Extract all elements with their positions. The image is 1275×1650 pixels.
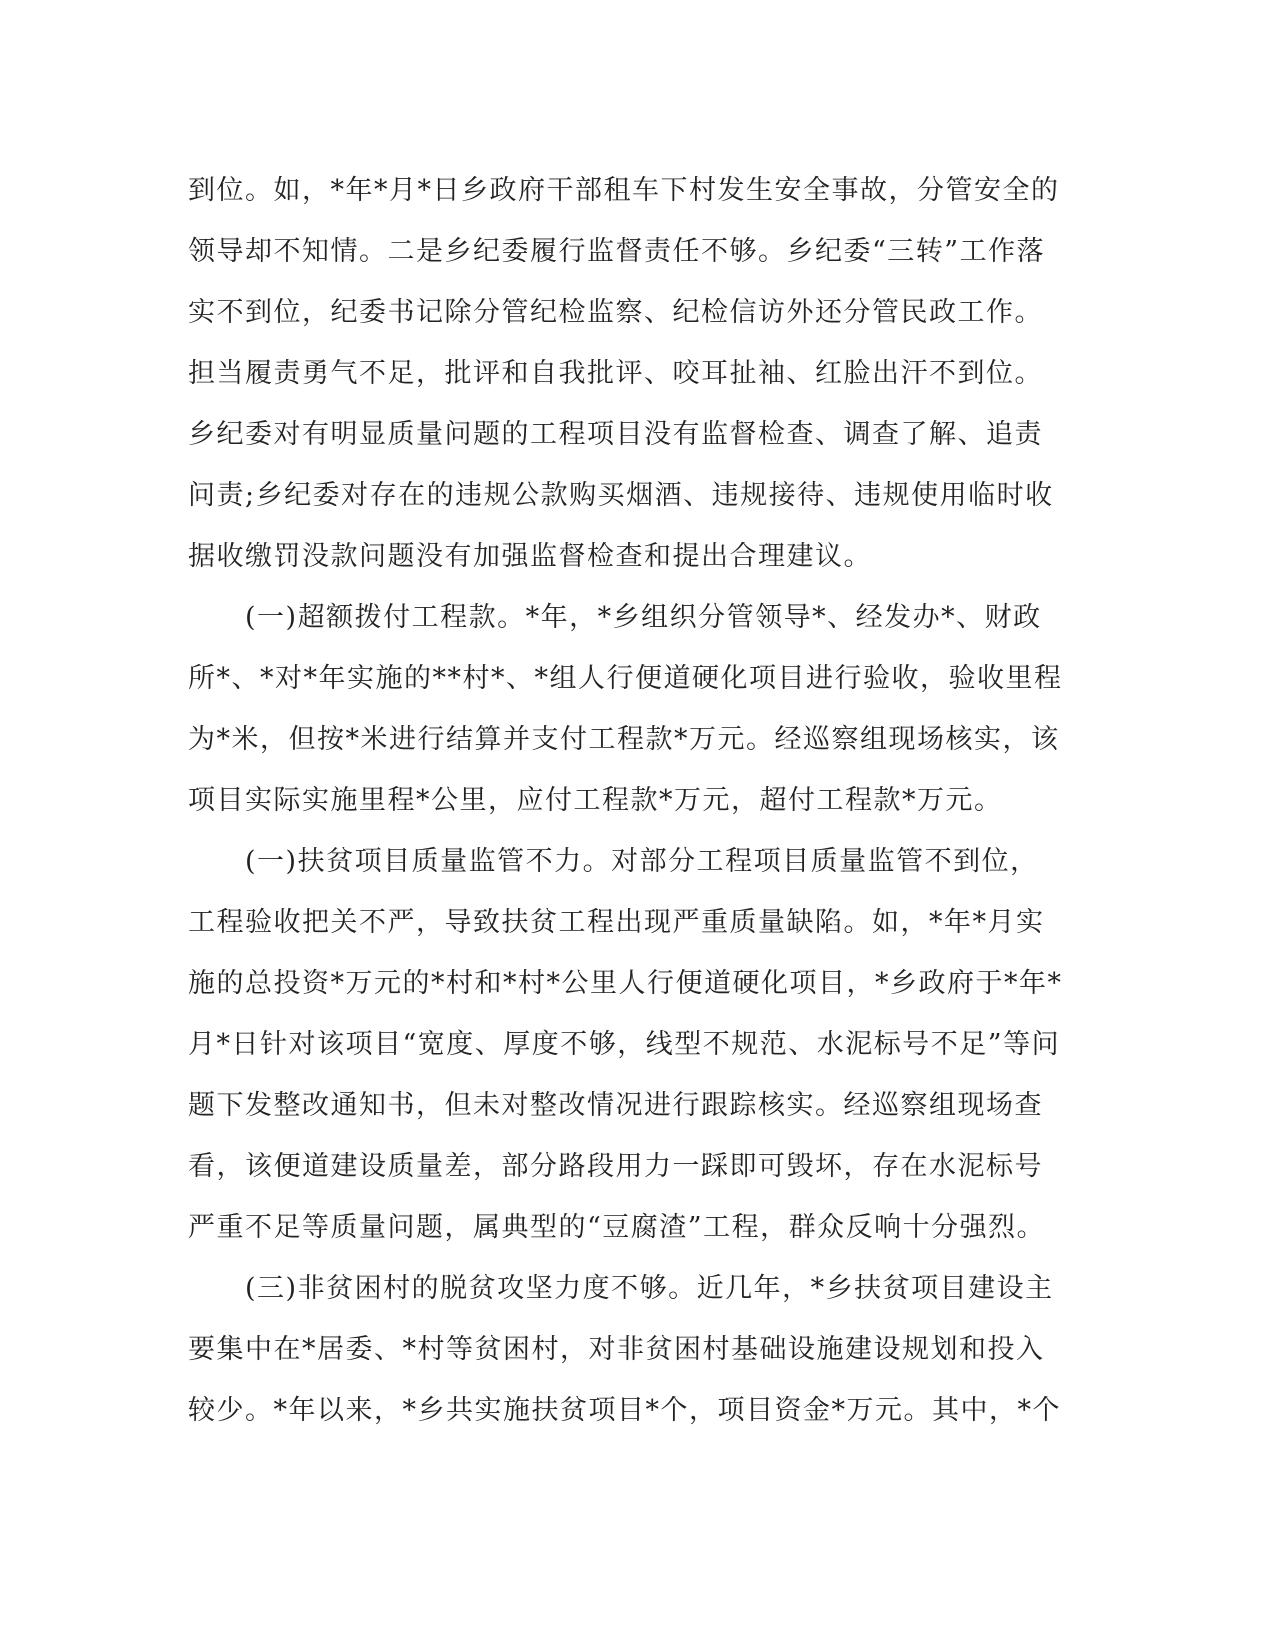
paragraph-heading-line: (一)超额拨付工程款。*年，*乡组织分管领导*、经发办*、财政 xyxy=(188,602,1042,633)
text-line: 担当履责勇气不足，批评和自我批评、咬耳扯袖、红脸出汗不到位。 xyxy=(188,358,1043,389)
text-line: 项目实际实施里程*公里，应付工程款*万元，超付工程款*万元。 xyxy=(188,785,1003,816)
text-line: 据收缴罚没款问题没有加强监督检查和提出合理建议。 xyxy=(188,541,872,572)
paragraph-heading-line: (三)非贫困村的脱贫攻坚力度不够。近几年，*乡扶贫项目建设主 xyxy=(188,1273,1054,1304)
text-line: 所*、*对*年实施的**村*、*组人行便道硬化项目进行验收，验收里程 xyxy=(188,663,1063,694)
text-line: 乡纪委对有明显质量问题的工程项目没有监督检查、调查了解、追责 xyxy=(188,419,1043,450)
text-line: 较少。*年以来，*乡共实施扶贫项目*个，项目资金*万元。其中，*个 xyxy=(188,1395,1061,1426)
text-line: 看，该便道建设质量差，部分路段用力一踩即可毁坏，存在水泥标号 xyxy=(188,1151,1043,1182)
text-line: 施的总投资*万元的*村和*村*公里人行便道硬化项目，*乡政府于*年* xyxy=(188,968,1063,999)
text-line: 要集中在*居委、*村等贫困村，对非贫困村基础设施建设规划和投入 xyxy=(188,1334,1045,1365)
text-line: 严重不足等质量问题，属典型的“豆腐渣”工程，群众反响十分强烈。 xyxy=(188,1212,1046,1243)
paragraph-heading-line: (一)扶贫项目质量监管不力。对部分工程项目质量监管不到位， xyxy=(188,846,1039,877)
document-body xyxy=(188,160,1068,1441)
text-line: 为*米，但按*米进行结算并支付工程款*万元。经巡察组现场核实，该 xyxy=(188,724,1060,755)
text-line: 月*日针对该项目“宽度、厚度不够，线型不规范、水泥标号不足”等问 xyxy=(188,1029,1061,1060)
text-line: 领导却不知情。二是乡纪委履行监督责任不够。乡纪委“三转”工作落 xyxy=(188,236,1046,267)
text-line: 实不到位，纪委书记除分管纪检监察、纪检信访外还分管民政工作。 xyxy=(188,297,1043,328)
text-line: 工程验收把关不严，导致扶贫工程出现严重质量缺陷。如，*年*月实 xyxy=(188,907,1045,938)
text-line: 问责;乡纪委对存在的违规公款购买烟酒、违规接待、违规使用临时收 xyxy=(188,480,1054,511)
text-line: 到位。如，*年*月*日乡政府干部租车下村发生安全事故，分管安全的 xyxy=(188,175,1060,206)
text-line: 题下发整改通知书，但未对整改情况进行跟踪核实。经巡察组现场查 xyxy=(188,1090,1043,1121)
